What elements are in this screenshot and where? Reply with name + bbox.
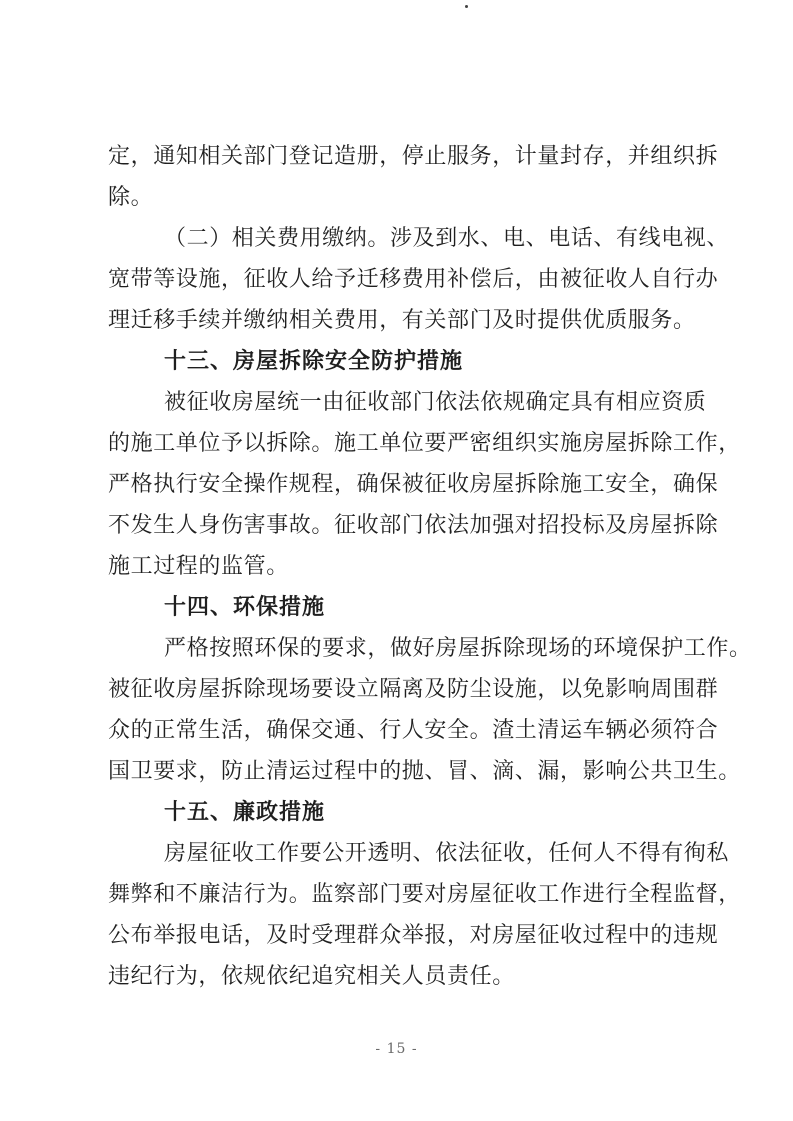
text-line: 房屋征收工作要公开透明、依法征收，任何人不得有徇私 — [164, 841, 730, 866]
text-line: 严格执行安全操作规程，确保被征收房屋拆除施工安全，确保 — [108, 472, 719, 497]
document-body — [108, 136, 752, 997]
text-line: 国卫要求，防止清运过程中的抛、冒、滴、漏，影响公共卫生。 — [108, 759, 741, 784]
page-number: - 15 - — [375, 1041, 418, 1057]
text-line: 不发生人身伤害事故。征收部门依法加强对招投标及房屋拆除 — [108, 513, 719, 538]
text-line: 违纪行为，依规依纪追究相关人员责任。 — [108, 964, 515, 989]
text-line: 理迁移手续并缴纳相关费用，有关部门及时提供优质服务。 — [108, 308, 696, 333]
scan-mark — [465, 5, 468, 8]
section-heading: 十四、环保措施 — [164, 595, 326, 620]
text-line: 舞弊和不廉洁行为。监察部门要对房屋征收工作进行全程监督， — [108, 882, 741, 907]
section-heading: 十五、廉政措施 — [164, 800, 326, 825]
text-line: 定，通知相关部门登记造册，停止服务，计量封存，并组织拆 — [108, 144, 719, 169]
text-line: 被征收房屋统一由征收部门依法依规确定具有相应资质 — [164, 390, 707, 415]
text-line: 宽带等设施，征收人给予迁移费用补偿后，由被征收人自行办 — [108, 267, 719, 292]
text-line: 除。 — [108, 185, 154, 210]
text-line: 公布举报电话，及时受理群众举报，对房屋征收过程中的违规 — [108, 923, 719, 948]
text-line: 严格按照环保的要求，做好房屋拆除现场的环境保护工作。 — [164, 636, 752, 661]
text-line: 众的正常生活，确保交通、行人安全。渣土清运车辆必须符合 — [108, 718, 719, 743]
text-line: 施工过程的监管。 — [108, 554, 289, 579]
text-line: （二）相关费用缴纳。涉及到水、电、电话、有线电视、 — [164, 226, 730, 251]
section-heading: 十三、房屋拆除安全防护措施 — [164, 349, 464, 374]
text-line: 被征收房屋拆除现场要设立隔离及防尘设施，以免影响周围群 — [108, 677, 719, 702]
text-line: 的施工单位予以拆除。施工单位要严密组织实施房屋拆除工作， — [108, 431, 741, 456]
